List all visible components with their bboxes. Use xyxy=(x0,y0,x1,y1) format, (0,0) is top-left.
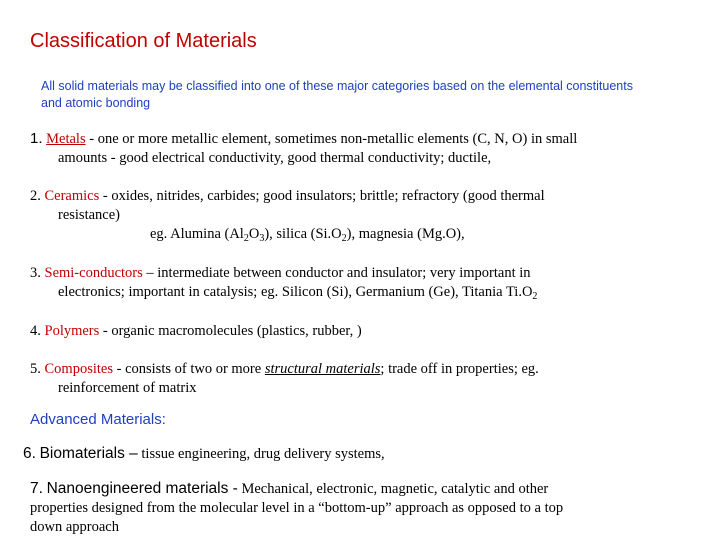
item-line: Mechanical, electronic, magnetic, catalytic and other xyxy=(237,481,549,497)
page-title: Classification of Materials xyxy=(30,30,257,52)
item-line: - one or more metallic element, sometimes non-metallic elements (C, N, O) in small xyxy=(85,131,578,147)
advanced-heading: Advanced Materials: xyxy=(30,411,166,428)
item-line: tissue engineering, drug delivery systems, xyxy=(137,446,385,462)
item-line: properties designed from the molecular level in a “bottom-up” approach as opposed to a top xyxy=(30,500,564,516)
item-example: eg. Alumina $(Al_2O_3)$, silica $(Si.O_2)$, magnesia (Mg.O), xyxy=(150,226,465,244)
item-number: 4. xyxy=(30,323,41,339)
list-item-ceramics xyxy=(30,187,680,248)
item-number: 1. xyxy=(30,130,43,147)
item-term: Biomaterials – xyxy=(39,445,138,462)
item-line: – intermediate between conductor and insulator; very important in xyxy=(142,265,531,281)
list-item-nanoengineered xyxy=(30,479,680,537)
item-term: Composites xyxy=(44,361,113,377)
intro-text: All solid materials may be classified into one of these major categories based on the elemental constituents and atomic bonding xyxy=(41,79,633,110)
item-term: Polymers xyxy=(44,323,100,339)
item-number: 7. xyxy=(30,480,43,497)
item-line: - oxides, nitrides, carbides; good insulators; brittle; refractory (good thermal xyxy=(99,188,545,204)
item-number: 5. xyxy=(30,361,41,377)
list-item-semiconductors xyxy=(30,264,680,306)
list-item-metals xyxy=(30,129,680,168)
item-line: amounts - good electrical conductivity, good thermal conductivity; ductile, xyxy=(58,150,492,166)
item-term: Ceramics xyxy=(44,188,100,204)
item-line: - organic macromolecules (plastics, rubber, ) xyxy=(99,323,362,339)
item-term: Nanoengineered materials - xyxy=(46,480,238,497)
item-line: resistance) xyxy=(58,207,120,223)
item-term: Semi-conductors xyxy=(44,265,143,281)
item-number: 6. xyxy=(23,445,36,462)
list-item-polymers xyxy=(30,322,680,341)
list-item-biomaterials xyxy=(23,444,673,464)
item-number: 3. xyxy=(30,265,41,281)
item-term: Metals xyxy=(46,131,86,147)
item-number: 2. xyxy=(30,188,41,204)
structural-materials-text: structural materials xyxy=(264,361,381,377)
item-line: reinforcement of matrix xyxy=(58,380,197,396)
item-line: down approach xyxy=(30,519,119,535)
list-item-composites: 5. Composites - consists of two or more structural materials; trade off in properties; eg. reinforcement of matrix xyxy=(30,360,680,398)
item-line: electronics; important in catalysis; eg. Silicon (Si), Germanium (Ge), Titania $Ti.O_2$ xyxy=(58,284,538,302)
